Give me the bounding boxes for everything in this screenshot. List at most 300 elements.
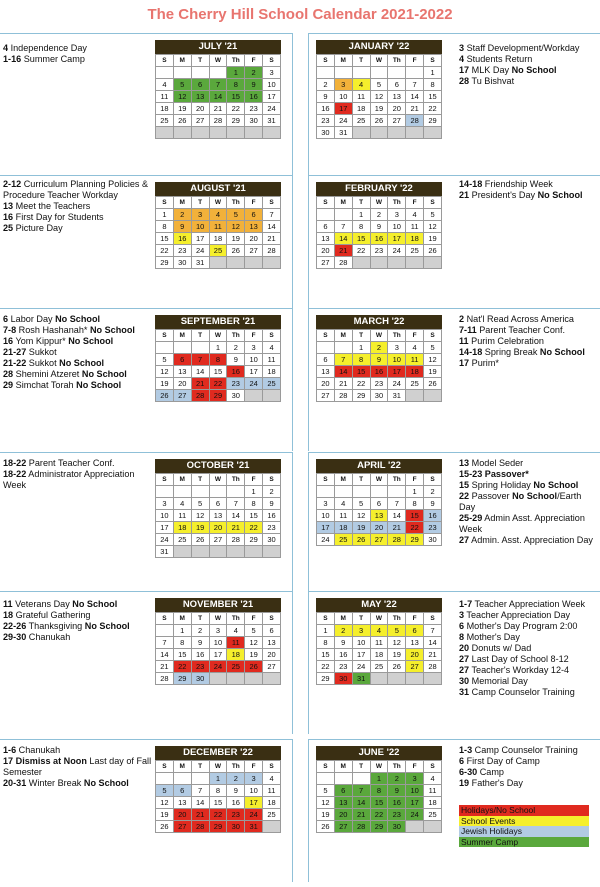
weekday-label: W bbox=[209, 197, 227, 209]
day-cell bbox=[406, 127, 424, 139]
event-text: 18 bbox=[3, 610, 14, 620]
event-text: 29-30 bbox=[3, 632, 27, 642]
day-cell bbox=[156, 486, 174, 498]
day-cell: 8 bbox=[227, 79, 245, 91]
event-item bbox=[459, 179, 599, 190]
day-cell bbox=[388, 127, 406, 139]
week-row bbox=[156, 221, 281, 233]
day-cell: 18 bbox=[156, 103, 174, 115]
event-list bbox=[3, 314, 153, 391]
day-cell: 10 bbox=[191, 221, 209, 233]
day-cell: 10 bbox=[245, 354, 263, 366]
day-cell: 21 bbox=[406, 103, 424, 115]
day-cell: 13 bbox=[334, 797, 352, 809]
event-text: 22 bbox=[459, 491, 470, 501]
weekday-label: W bbox=[370, 197, 388, 209]
day-cell bbox=[191, 546, 209, 558]
event-list bbox=[459, 599, 599, 698]
week-row bbox=[317, 245, 442, 257]
event-item bbox=[459, 513, 599, 535]
day-cell bbox=[227, 546, 245, 558]
weekday-label: S bbox=[424, 330, 442, 342]
day-cell: 27 bbox=[406, 661, 424, 673]
weekday-label: T bbox=[191, 474, 209, 486]
weekday-label: M bbox=[334, 55, 352, 67]
day-cell: 6 bbox=[209, 498, 227, 510]
day-cell: 8 bbox=[209, 354, 227, 366]
month-title: MARCH '22 bbox=[316, 315, 442, 329]
day-cell: 25 bbox=[209, 245, 227, 257]
event-list bbox=[3, 43, 153, 65]
weekday-label: T bbox=[352, 761, 370, 773]
event-text: Purim* bbox=[469, 358, 499, 368]
day-cell: 13 bbox=[406, 637, 424, 649]
day-cell: 27 bbox=[245, 245, 263, 257]
day-cell: 30 bbox=[424, 534, 442, 546]
day-cell: 9 bbox=[227, 785, 245, 797]
week-row bbox=[317, 127, 442, 139]
day-cell: 19 bbox=[191, 522, 209, 534]
event-text: Camp bbox=[477, 767, 504, 777]
day-cell: 2 bbox=[227, 773, 245, 785]
day-cell: 6 bbox=[370, 498, 388, 510]
event-text: 15 bbox=[459, 480, 470, 490]
weekday-label: Th bbox=[227, 330, 245, 342]
event-item bbox=[459, 745, 599, 756]
event-item bbox=[459, 65, 599, 76]
event-text: Camp Counselor Training bbox=[469, 687, 575, 697]
weekday-label: F bbox=[245, 330, 263, 342]
day-cell: 7 bbox=[334, 221, 352, 233]
day-cell: 10 bbox=[388, 221, 406, 233]
day-cell: 13 bbox=[388, 91, 406, 103]
event-text: 18-22 bbox=[3, 469, 27, 479]
month-table bbox=[155, 473, 281, 558]
day-cell: 12 bbox=[156, 366, 174, 378]
weekday-label: Th bbox=[388, 55, 406, 67]
week-row bbox=[317, 673, 442, 685]
day-cell: 8 bbox=[317, 637, 335, 649]
event-list bbox=[459, 43, 599, 87]
day-cell: 20 bbox=[209, 522, 227, 534]
day-cell: 12 bbox=[173, 91, 191, 103]
day-cell: 19 bbox=[227, 233, 245, 245]
month-table bbox=[155, 760, 281, 833]
day-cell: 23 bbox=[388, 809, 406, 821]
calendar-row bbox=[0, 452, 600, 600]
event-text: 17 bbox=[459, 65, 470, 75]
day-cell: 18 bbox=[424, 797, 442, 809]
day-cell: 18 bbox=[334, 522, 352, 534]
day-cell bbox=[191, 342, 209, 354]
event-text: Mother's Day bbox=[464, 632, 520, 642]
day-cell bbox=[245, 390, 263, 402]
month-table bbox=[316, 329, 442, 402]
day-cell: 23 bbox=[424, 522, 442, 534]
week-row bbox=[156, 637, 281, 649]
event-text: 28 bbox=[3, 369, 14, 379]
day-cell: 27 bbox=[388, 115, 406, 127]
weekday-label: Th bbox=[227, 55, 245, 67]
day-cell: 18 bbox=[263, 366, 281, 378]
event-text: No School bbox=[537, 190, 583, 200]
event-text: Grateful Gathering bbox=[13, 610, 91, 620]
day-cell: 2 bbox=[370, 209, 388, 221]
event-text: Nat'l Read Across America bbox=[464, 314, 574, 324]
day-cell bbox=[370, 257, 388, 269]
week-row bbox=[317, 390, 442, 402]
day-cell: 22 bbox=[352, 245, 370, 257]
day-cell: 4 bbox=[263, 342, 281, 354]
day-cell: 3 bbox=[352, 625, 370, 637]
day-cell: 14 bbox=[209, 91, 227, 103]
day-cell: 17 bbox=[209, 649, 227, 661]
event-text: 21-27 bbox=[3, 347, 27, 357]
day-cell bbox=[352, 127, 370, 139]
event-text: Model Seder bbox=[469, 458, 524, 468]
event-text: Yom Kippur* bbox=[13, 336, 69, 346]
weekday-label: M bbox=[173, 55, 191, 67]
week-row bbox=[317, 534, 442, 546]
weekday-label: Th bbox=[227, 613, 245, 625]
event-text: Tu Bishvat bbox=[469, 76, 515, 86]
day-cell bbox=[424, 390, 442, 402]
day-cell: 23 bbox=[263, 522, 281, 534]
day-cell: 30 bbox=[388, 821, 406, 833]
day-cell: 1 bbox=[424, 67, 442, 79]
event-text: Shemini Atzeret bbox=[13, 369, 82, 379]
month-table bbox=[155, 329, 281, 402]
day-cell: 29 bbox=[227, 115, 245, 127]
day-cell: 23 bbox=[227, 378, 245, 390]
day-cell: 24 bbox=[317, 534, 335, 546]
day-cell: 21 bbox=[263, 233, 281, 245]
day-cell: 5 bbox=[191, 498, 209, 510]
day-cell: 26 bbox=[173, 115, 191, 127]
weekday-header-row bbox=[156, 761, 281, 773]
day-cell: 23 bbox=[227, 809, 245, 821]
week-row bbox=[317, 498, 442, 510]
weekday-label: S bbox=[263, 474, 281, 486]
day-cell: 9 bbox=[388, 785, 406, 797]
event-item bbox=[3, 212, 153, 223]
day-cell: 23 bbox=[245, 103, 263, 115]
day-cell bbox=[263, 673, 281, 685]
event-text: Parent Teacher Conf. bbox=[476, 325, 565, 335]
weekday-label: S bbox=[317, 55, 335, 67]
day-cell: 10 bbox=[245, 785, 263, 797]
day-cell: 16 bbox=[388, 797, 406, 809]
day-cell: 4 bbox=[334, 498, 352, 510]
day-cell bbox=[209, 127, 227, 139]
day-cell: 16 bbox=[173, 233, 191, 245]
weekday-label: S bbox=[156, 761, 174, 773]
event-text: No School bbox=[76, 380, 122, 390]
week-row bbox=[156, 67, 281, 79]
day-cell: 9 bbox=[173, 221, 191, 233]
day-cell: 5 bbox=[173, 79, 191, 91]
weekday-label: S bbox=[424, 474, 442, 486]
event-item bbox=[459, 535, 599, 546]
event-item bbox=[459, 336, 599, 347]
event-item bbox=[3, 347, 153, 358]
month-table bbox=[316, 196, 442, 269]
day-cell bbox=[263, 127, 281, 139]
day-cell: 4 bbox=[406, 209, 424, 221]
month-calendar bbox=[316, 459, 442, 546]
day-cell: 30 bbox=[334, 673, 352, 685]
day-cell: 25 bbox=[156, 115, 174, 127]
day-cell: 1 bbox=[156, 209, 174, 221]
day-cell: 14 bbox=[406, 91, 424, 103]
day-cell: 4 bbox=[209, 209, 227, 221]
event-item bbox=[3, 369, 153, 380]
day-cell: 19 bbox=[424, 233, 442, 245]
event-text: 14-18 bbox=[459, 179, 483, 189]
day-cell: 25 bbox=[227, 661, 245, 673]
day-cell: 3 bbox=[156, 498, 174, 510]
weekday-header-row bbox=[156, 197, 281, 209]
day-cell: 7 bbox=[191, 785, 209, 797]
event-list bbox=[3, 458, 153, 491]
day-cell bbox=[406, 673, 424, 685]
day-cell: 8 bbox=[406, 498, 424, 510]
weekday-label: M bbox=[173, 474, 191, 486]
week-row bbox=[156, 366, 281, 378]
weekday-label: W bbox=[209, 761, 227, 773]
week-row bbox=[156, 785, 281, 797]
day-cell bbox=[245, 673, 263, 685]
week-row bbox=[156, 115, 281, 127]
day-cell: 12 bbox=[424, 354, 442, 366]
calendar-row bbox=[0, 591, 600, 739]
month-table bbox=[316, 54, 442, 139]
week-row bbox=[156, 649, 281, 661]
day-cell: 1 bbox=[209, 773, 227, 785]
day-cell: 5 bbox=[156, 354, 174, 366]
day-cell: 10 bbox=[406, 785, 424, 797]
month-calendar bbox=[316, 40, 442, 139]
day-cell: 4 bbox=[173, 498, 191, 510]
month-title: AUGUST '21 bbox=[155, 182, 281, 196]
day-cell: 29 bbox=[406, 534, 424, 546]
day-cell: 13 bbox=[245, 221, 263, 233]
day-cell: 22 bbox=[245, 522, 263, 534]
day-cell: 10 bbox=[388, 354, 406, 366]
day-cell: 17 bbox=[388, 233, 406, 245]
day-cell: 1 bbox=[245, 486, 263, 498]
week-row bbox=[317, 797, 442, 809]
event-text: 21-22 bbox=[3, 358, 27, 368]
weekday-label: W bbox=[209, 474, 227, 486]
month-title: NOVEMBER '21 bbox=[155, 598, 281, 612]
week-row bbox=[156, 354, 281, 366]
day-cell: 21 bbox=[388, 522, 406, 534]
week-row bbox=[156, 534, 281, 546]
day-cell: 17 bbox=[191, 233, 209, 245]
event-item bbox=[3, 325, 153, 336]
day-cell: 31 bbox=[245, 821, 263, 833]
day-cell bbox=[245, 546, 263, 558]
event-text: 25-29 bbox=[459, 513, 483, 523]
event-text: 21 bbox=[459, 190, 470, 200]
day-cell: 19 bbox=[352, 522, 370, 534]
week-row bbox=[156, 821, 281, 833]
event-text: Curriculum Planning Policies & Procedure Teacher Workday bbox=[3, 179, 149, 200]
week-row bbox=[317, 625, 442, 637]
day-cell: 4 bbox=[424, 773, 442, 785]
weekday-label: Th bbox=[388, 761, 406, 773]
event-text: 17 bbox=[459, 358, 470, 368]
day-cell: 16 bbox=[191, 649, 209, 661]
event-text: MLK Day bbox=[469, 65, 512, 75]
day-cell: 5 bbox=[156, 785, 174, 797]
weekday-label: S bbox=[424, 197, 442, 209]
month-table bbox=[155, 196, 281, 269]
day-cell: 25 bbox=[263, 809, 281, 821]
week-row bbox=[317, 67, 442, 79]
week-row bbox=[317, 342, 442, 354]
calendar-row bbox=[0, 175, 600, 323]
day-cell: 19 bbox=[245, 649, 263, 661]
day-cell: 15 bbox=[352, 233, 370, 245]
event-text: 25 bbox=[3, 223, 14, 233]
day-cell: 1 bbox=[352, 209, 370, 221]
day-cell bbox=[388, 257, 406, 269]
day-cell bbox=[156, 67, 174, 79]
day-cell: 7 bbox=[406, 79, 424, 91]
day-cell: 3 bbox=[209, 625, 227, 637]
day-cell: 17 bbox=[245, 366, 263, 378]
day-cell: 29 bbox=[156, 257, 174, 269]
day-cell: 17 bbox=[352, 649, 370, 661]
weekday-label: Th bbox=[227, 761, 245, 773]
day-cell bbox=[191, 127, 209, 139]
week-row bbox=[156, 510, 281, 522]
day-cell: 14 bbox=[227, 510, 245, 522]
day-cell: 4 bbox=[352, 79, 370, 91]
week-row bbox=[156, 625, 281, 637]
day-cell: 24 bbox=[245, 378, 263, 390]
week-row bbox=[156, 809, 281, 821]
weekday-label: S bbox=[263, 761, 281, 773]
month-calendar bbox=[155, 182, 281, 269]
event-text: 13 bbox=[459, 458, 470, 468]
event-item bbox=[3, 756, 153, 778]
day-cell: 5 bbox=[370, 79, 388, 91]
event-item bbox=[459, 632, 599, 643]
day-cell: 9 bbox=[263, 498, 281, 510]
event-text: Chanukah bbox=[26, 632, 71, 642]
day-cell: 16 bbox=[424, 510, 442, 522]
event-item bbox=[3, 621, 153, 632]
day-cell: 29 bbox=[370, 821, 388, 833]
day-cell: 9 bbox=[370, 221, 388, 233]
weekday-label: M bbox=[173, 197, 191, 209]
weekday-label: S bbox=[424, 55, 442, 67]
day-cell: 16 bbox=[263, 510, 281, 522]
day-cell: 11 bbox=[156, 91, 174, 103]
day-cell: 28 bbox=[263, 245, 281, 257]
day-cell: 20 bbox=[334, 809, 352, 821]
day-cell bbox=[245, 127, 263, 139]
weekday-label: M bbox=[334, 330, 352, 342]
event-text: 15-23 Passover* bbox=[459, 469, 529, 479]
day-cell: 8 bbox=[424, 79, 442, 91]
day-cell: 26 bbox=[370, 115, 388, 127]
event-item bbox=[3, 43, 153, 54]
day-cell: 10 bbox=[352, 637, 370, 649]
day-cell: 26 bbox=[317, 821, 335, 833]
month-title: JULY '21 bbox=[155, 40, 281, 54]
day-cell: 22 bbox=[406, 522, 424, 534]
day-cell: 10 bbox=[317, 510, 335, 522]
event-item bbox=[459, 190, 599, 201]
event-text: No School bbox=[84, 621, 130, 631]
weekday-label: Th bbox=[388, 330, 406, 342]
day-cell: 11 bbox=[209, 221, 227, 233]
month-calendar bbox=[155, 746, 281, 833]
day-cell: 26 bbox=[424, 245, 442, 257]
day-cell: 14 bbox=[156, 649, 174, 661]
day-cell: 4 bbox=[227, 625, 245, 637]
event-text: Teacher Appreciation Day bbox=[464, 610, 571, 620]
day-cell: 15 bbox=[406, 510, 424, 522]
week-row bbox=[317, 366, 442, 378]
day-cell: 12 bbox=[352, 510, 370, 522]
event-item bbox=[3, 358, 153, 369]
event-text: 17 bbox=[3, 756, 14, 766]
event-text: 1-3 bbox=[459, 745, 473, 755]
day-cell: 6 bbox=[245, 209, 263, 221]
day-cell: 20 bbox=[388, 103, 406, 115]
day-cell: 15 bbox=[209, 797, 227, 809]
page-title: The Cherry Hill School Calendar 2021-2022 bbox=[147, 6, 453, 23]
day-cell bbox=[334, 486, 352, 498]
week-row bbox=[317, 809, 442, 821]
event-item bbox=[459, 756, 599, 767]
event-text: 6-30 bbox=[459, 767, 478, 777]
day-cell: 31 bbox=[334, 127, 352, 139]
day-cell: 19 bbox=[156, 378, 174, 390]
week-row bbox=[317, 522, 442, 534]
event-text: Donuts w/ Dad bbox=[469, 643, 532, 653]
event-text: 28 bbox=[459, 76, 470, 86]
day-cell bbox=[406, 821, 424, 833]
event-item bbox=[459, 676, 599, 687]
month-calendar bbox=[316, 315, 442, 402]
legend bbox=[459, 805, 589, 847]
day-cell: 2 bbox=[263, 486, 281, 498]
week-row bbox=[317, 510, 442, 522]
day-cell: 7 bbox=[227, 498, 245, 510]
weekday-label: T bbox=[191, 197, 209, 209]
day-cell: 26 bbox=[227, 245, 245, 257]
weekday-label: Th bbox=[227, 197, 245, 209]
weekday-label: F bbox=[406, 197, 424, 209]
day-cell: 21 bbox=[191, 809, 209, 821]
day-cell bbox=[227, 257, 245, 269]
day-cell bbox=[227, 127, 245, 139]
day-cell: 3 bbox=[388, 209, 406, 221]
day-cell bbox=[352, 257, 370, 269]
day-cell: 15 bbox=[245, 510, 263, 522]
day-cell: 28 bbox=[406, 115, 424, 127]
day-cell: 21 bbox=[334, 245, 352, 257]
day-cell bbox=[334, 209, 352, 221]
day-cell: 5 bbox=[227, 209, 245, 221]
day-cell: 22 bbox=[317, 661, 335, 673]
